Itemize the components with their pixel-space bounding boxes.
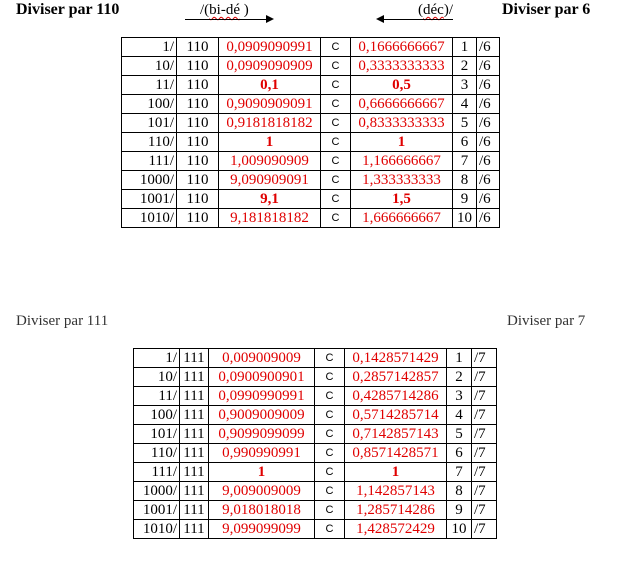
quotient-cell: 9,099099099	[209, 520, 315, 539]
divisor-cell: 111	[180, 368, 209, 387]
result-cell: 1,666666667	[351, 209, 453, 228]
dividend-cell: 110/	[134, 444, 180, 463]
result-cell: 0,8571428571	[345, 444, 447, 463]
table-row	[134, 501, 497, 520]
table-row	[134, 349, 497, 368]
quotient-cell: 1	[209, 463, 315, 482]
quotient-cell: 0,0990990991	[209, 387, 315, 406]
quotient-cell: 0,0900900901	[209, 368, 315, 387]
divisor-cell: 111	[180, 425, 209, 444]
denominator-cell: /7	[472, 520, 497, 539]
quotient-cell: 9,181818182	[219, 209, 321, 228]
table-row	[122, 114, 500, 133]
index-cell: 3	[447, 387, 472, 406]
table-row	[122, 133, 500, 152]
quotient-cell: 0,9099099099	[209, 425, 315, 444]
index-cell: 9	[453, 190, 477, 209]
divisor-cell: 110	[177, 114, 219, 133]
result-cell: 1,428572429	[345, 520, 447, 539]
c-cell: C	[321, 57, 351, 76]
c-cell: C	[315, 520, 345, 539]
table-row	[134, 368, 497, 387]
dividend-cell: 1000/	[122, 171, 177, 190]
heading-diviser-par-110: Diviser par 110	[16, 1, 120, 18]
c-cell: C	[315, 501, 345, 520]
quotient-cell: 0,009009009	[209, 349, 315, 368]
table-row	[134, 463, 497, 482]
table-row	[122, 171, 500, 190]
table-divide-110-and-6	[121, 37, 500, 228]
c-cell: C	[321, 171, 351, 190]
result-cell: 1,142857143	[345, 482, 447, 501]
table-row	[122, 95, 500, 114]
table-row	[122, 152, 500, 171]
dividend-cell: 11/	[134, 387, 180, 406]
table-row	[122, 57, 500, 76]
arrow-label-dec: (déc)/	[418, 2, 453, 18]
dividend-cell: 1/	[122, 38, 177, 57]
arrow-label-bi-de: /(bi-dé )	[200, 2, 249, 18]
denominator-cell: /6	[477, 133, 500, 152]
divisor-cell: 111	[180, 501, 209, 520]
c-cell: C	[315, 463, 345, 482]
index-cell: 2	[447, 368, 472, 387]
left-arrow	[383, 19, 453, 20]
table-row	[134, 444, 497, 463]
denominator-cell: /7	[472, 406, 497, 425]
dividend-cell: 1001/	[122, 190, 177, 209]
table-row	[122, 190, 500, 209]
result-cell: 1	[351, 133, 453, 152]
divisor-cell: 110	[177, 95, 219, 114]
dividend-cell: 101/	[134, 425, 180, 444]
denominator-cell: /7	[472, 425, 497, 444]
index-cell: 7	[447, 463, 472, 482]
divisor-cell: 111	[180, 387, 209, 406]
result-cell: 1,285714286	[345, 501, 447, 520]
table-row	[134, 406, 497, 425]
result-cell: 0,1666666667	[351, 38, 453, 57]
quotient-cell: 0,990990991	[209, 444, 315, 463]
quotient-cell: 1	[219, 133, 321, 152]
dividend-cell: 10/	[134, 368, 180, 387]
quotient-cell: 9,090909091	[219, 171, 321, 190]
divisor-cell: 110	[177, 209, 219, 228]
dividend-cell: 111/	[134, 463, 180, 482]
c-cell: C	[315, 406, 345, 425]
denominator-cell: /6	[477, 152, 500, 171]
c-cell: C	[321, 133, 351, 152]
c-cell: C	[315, 349, 345, 368]
c-cell: C	[315, 444, 345, 463]
quotient-cell: 0,1	[219, 76, 321, 95]
quotient-cell: 0,9181818182	[219, 114, 321, 133]
result-cell: 1	[345, 463, 447, 482]
quotient-cell: 9,018018018	[209, 501, 315, 520]
c-cell: C	[321, 190, 351, 209]
divisor-cell: 111	[180, 349, 209, 368]
c-cell: C	[321, 209, 351, 228]
result-cell: 1,166666667	[351, 152, 453, 171]
table-row	[134, 387, 497, 406]
heading-diviser-par-111: Diviser par 111	[16, 313, 109, 329]
quotient-cell: 0,0909090991	[219, 38, 321, 57]
table-row	[134, 520, 497, 539]
result-cell: 0,8333333333	[351, 114, 453, 133]
result-cell: 0,1428571429	[345, 349, 447, 368]
right-arrow	[185, 19, 267, 20]
index-cell: 4	[447, 406, 472, 425]
index-cell: 2	[453, 57, 477, 76]
c-cell: C	[315, 425, 345, 444]
quotient-cell: 9,009009009	[209, 482, 315, 501]
dividend-cell: 1010/	[134, 520, 180, 539]
denominator-cell: /6	[477, 171, 500, 190]
denominator-cell: /7	[472, 387, 497, 406]
index-cell: 10	[453, 209, 477, 228]
divisor-cell: 110	[177, 76, 219, 95]
index-cell: 6	[453, 133, 477, 152]
divisor-cell: 111	[180, 463, 209, 482]
index-cell: 5	[453, 114, 477, 133]
dividend-cell: 100/	[134, 406, 180, 425]
c-cell: C	[315, 387, 345, 406]
denominator-cell: /6	[477, 209, 500, 228]
denominator-cell: /7	[472, 368, 497, 387]
index-cell: 8	[453, 171, 477, 190]
divisor-cell: 110	[177, 133, 219, 152]
result-cell: 0,3333333333	[351, 57, 453, 76]
table-row	[122, 38, 500, 57]
heading-diviser-par-7: Diviser par 7	[507, 313, 586, 329]
divisor-cell: 111	[180, 520, 209, 539]
dividend-cell: 100/	[122, 95, 177, 114]
dividend-cell: 1001/	[134, 501, 180, 520]
result-cell: 0,4285714286	[345, 387, 447, 406]
c-cell: C	[321, 38, 351, 57]
denominator-cell: /7	[472, 444, 497, 463]
index-cell: 8	[447, 482, 472, 501]
divisor-cell: 111	[180, 444, 209, 463]
c-cell: C	[321, 114, 351, 133]
index-cell: 10	[447, 520, 472, 539]
result-cell: 0,5714285714	[345, 406, 447, 425]
index-cell: 7	[453, 152, 477, 171]
dividend-cell: 10/	[122, 57, 177, 76]
c-cell: C	[315, 482, 345, 501]
dividend-cell: 1000/	[134, 482, 180, 501]
dividend-cell: 11/	[122, 76, 177, 95]
index-cell: 9	[447, 501, 472, 520]
dividend-cell: 1/	[134, 349, 180, 368]
denominator-cell: /6	[477, 114, 500, 133]
c-cell: C	[321, 152, 351, 171]
result-cell: 1,333333333	[351, 171, 453, 190]
result-cell: 1,5	[351, 190, 453, 209]
divisor-cell: 110	[177, 171, 219, 190]
table-row	[134, 425, 497, 444]
result-cell: 0,5	[351, 76, 453, 95]
index-cell: 1	[453, 38, 477, 57]
result-cell: 0,6666666667	[351, 95, 453, 114]
denominator-cell: /7	[472, 501, 497, 520]
quotient-cell: 0,9090909091	[219, 95, 321, 114]
c-cell: C	[321, 76, 351, 95]
denominator-cell: /6	[477, 38, 500, 57]
quotient-cell: 0,0909090909	[219, 57, 321, 76]
table-divide-111-and-7	[133, 348, 497, 539]
index-cell: 4	[453, 95, 477, 114]
denominator-cell: /7	[472, 463, 497, 482]
quotient-cell: 9,1	[219, 190, 321, 209]
divisor-cell: 110	[177, 38, 219, 57]
dividend-cell: 1010/	[122, 209, 177, 228]
denominator-cell: /6	[477, 190, 500, 209]
denominator-cell: /6	[477, 95, 500, 114]
divisor-cell: 110	[177, 152, 219, 171]
result-cell: 0,2857142857	[345, 368, 447, 387]
result-cell: 0,7142857143	[345, 425, 447, 444]
heading-diviser-par-6: Diviser par 6	[502, 1, 591, 18]
index-cell: 5	[447, 425, 472, 444]
quotient-cell: 1,009090909	[219, 152, 321, 171]
dividend-cell: 101/	[122, 114, 177, 133]
divisor-cell: 110	[177, 190, 219, 209]
c-cell: C	[321, 95, 351, 114]
denominator-cell: /6	[477, 57, 500, 76]
index-cell: 1	[447, 349, 472, 368]
quotient-cell: 0,9009009009	[209, 406, 315, 425]
denominator-cell: /7	[472, 482, 497, 501]
divisor-cell: 111	[180, 482, 209, 501]
denominator-cell: /6	[477, 76, 500, 95]
dividend-cell: 111/	[122, 152, 177, 171]
c-cell: C	[315, 368, 345, 387]
index-cell: 3	[453, 76, 477, 95]
dividend-cell: 110/	[122, 133, 177, 152]
denominator-cell: /7	[472, 349, 497, 368]
table-row	[122, 76, 500, 95]
table-row	[134, 482, 497, 501]
index-cell: 6	[447, 444, 472, 463]
divisor-cell: 111	[180, 406, 209, 425]
divisor-cell: 110	[177, 57, 219, 76]
table-row	[122, 209, 500, 228]
